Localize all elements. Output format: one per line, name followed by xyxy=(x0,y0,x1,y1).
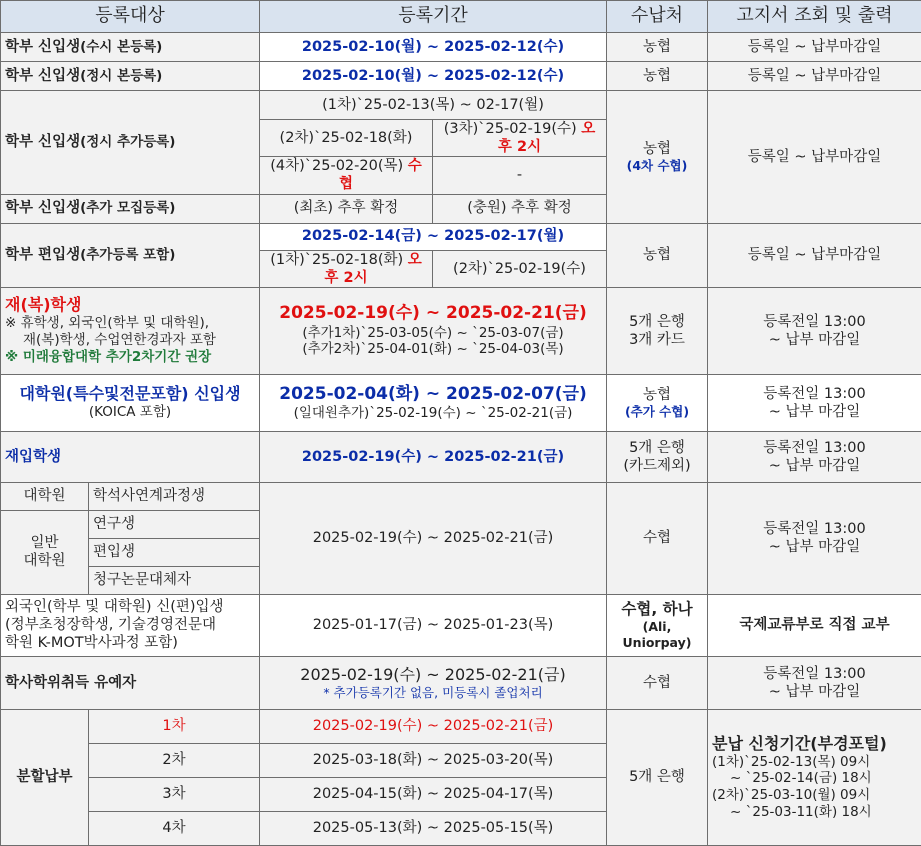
returning-note-1: ※ 휴학생, 외국인(학부 및 대학원), xyxy=(5,315,255,332)
installment-label: 2차 xyxy=(89,743,260,777)
header-row xyxy=(1,1,921,33)
general-grad-item: 청구논문대체자 xyxy=(89,566,260,594)
notice-cell xyxy=(708,431,921,482)
payee-line-2: (카드제외) xyxy=(611,457,703,475)
target-cell xyxy=(1,33,260,62)
payee-cell: 농협 xyxy=(607,33,708,62)
target-sub: (정시 본등록) xyxy=(80,68,162,84)
notice-line-2: ~ 납부 마감일 xyxy=(712,457,917,475)
target-main: 학부 신입생 xyxy=(5,68,80,84)
returning-note-2: 재(복)학생, 수업연한경과자 포함 xyxy=(5,332,255,349)
round-4-date: (4차)`25-02-20(목) xyxy=(270,158,403,174)
installment-notice-2: ~ `25-02-14(금) 18시 xyxy=(712,770,917,787)
round-4-period xyxy=(260,157,433,194)
period-cell: 2025-02-14(금) ~ 2025-02-17(월) xyxy=(260,223,607,250)
target-cell xyxy=(1,287,260,374)
payee-cell: 농협 xyxy=(607,223,708,287)
notice-cell xyxy=(708,287,921,374)
transfer-round-1-note: 오후 2시 xyxy=(324,252,421,286)
period-cell: 2025-02-10(월) ~ 2025-02-12(수) xyxy=(260,33,607,62)
period-cell: 2025-02-10(월) ~ 2025-02-12(수) xyxy=(260,62,607,91)
foreign-line-2: (정부초청장학생, 기술경영전문대 xyxy=(5,616,255,634)
period-cell: 2025-01-17(금) ~ 2025-01-23(목) xyxy=(260,594,607,656)
table-row xyxy=(1,287,921,374)
period-extra-1: (추가1차)`25-03-05(수) ~ `25-03-07(금) xyxy=(264,325,602,342)
installment-label: 4차 xyxy=(89,811,260,845)
payee-line-1: 5개 은행 xyxy=(611,439,703,457)
target-cell xyxy=(1,223,260,287)
notice-line-1: 등록전일 13:00 xyxy=(712,520,917,538)
target-main: 학부 신입생 xyxy=(5,39,80,55)
notice-cell xyxy=(708,709,921,845)
payee-cell xyxy=(607,374,708,431)
target-main: 학부 편입생 xyxy=(5,247,80,263)
payee-note: (4차 수협) xyxy=(611,158,703,174)
period-note: * 추가등록기간 없음, 미등록시 졸업처리 xyxy=(264,685,602,701)
notice-line-1: 등록전일 13:00 xyxy=(712,313,917,331)
grad-school-item: 학석사연계과정생 xyxy=(89,482,260,510)
payee-cell: 수협 xyxy=(607,656,708,709)
payee-cell: 5개 은행 xyxy=(607,709,708,845)
table-row xyxy=(1,91,921,120)
notice-cell xyxy=(708,482,921,594)
installment-notice-1: (1차)`25-02-13(목) 09시 xyxy=(712,754,917,771)
table-row xyxy=(1,656,921,709)
readmission-title: 재입학생 xyxy=(1,431,260,482)
installment-period: 2025-02-19(수) ~ 2025-02-21(금) xyxy=(260,709,607,743)
header-notice: 고지서 조회 및 출력 xyxy=(708,1,921,33)
target-cell xyxy=(1,62,260,91)
payee-cell: 수협 xyxy=(607,482,708,594)
table-row xyxy=(1,431,921,482)
payee-cell xyxy=(607,431,708,482)
payee-cell xyxy=(607,594,708,656)
notice-cell: 등록일 ~ 납부마감일 xyxy=(708,33,921,62)
table-row xyxy=(1,709,921,743)
payee-line-1: 5개 은행 xyxy=(611,313,703,331)
foreign-line-3: 학원 K-MOT박사과정 포함) xyxy=(5,634,255,652)
target-cell xyxy=(1,194,260,223)
round-4-right: - xyxy=(433,157,607,194)
round-2-period: (2차)`25-02-18(화) xyxy=(260,120,433,157)
round-4-note: 수협 xyxy=(339,158,422,192)
installment-notice-4: ~ `25-03-11(화) 18시 xyxy=(712,804,917,821)
target-sub: (추가 모집등록) xyxy=(80,200,175,216)
transfer-round-1-date: (1차)`25-02-18(화) xyxy=(270,252,403,268)
table-row xyxy=(1,482,921,510)
notice-line-1: 등록전일 13:00 xyxy=(712,439,917,457)
notice-line-1: 등록전일 13:00 xyxy=(712,665,917,683)
installment-period: 2025-04-15(화) ~ 2025-04-17(목) xyxy=(260,777,607,811)
header-payee: 수납처 xyxy=(607,1,708,33)
installment-notice-title: 분납 신청기간(부경포털) xyxy=(712,734,917,754)
target-sub: (정시 추가등록) xyxy=(80,134,175,150)
notice-line-2: ~ 납부 마감일 xyxy=(712,538,917,556)
header-target: 등록대상 xyxy=(1,1,260,33)
table-row xyxy=(1,594,921,656)
grad-title: 대학원(특수및전문포함) 신입생 xyxy=(5,384,255,404)
notice-cell: 등록일 ~ 납부마감일 xyxy=(708,91,921,224)
grad-school-label: 대학원 xyxy=(1,482,89,510)
period-extra: (일대원추가)`25-02-19(수) ~ `25-02-21(금) xyxy=(264,405,602,422)
initial-period: (최초) 추후 확정 xyxy=(260,194,433,223)
notice-cell xyxy=(708,374,921,431)
notice-line-2: ~ 납부 마감일 xyxy=(712,331,917,349)
installment-period: 2025-03-18(화) ~ 2025-03-20(목) xyxy=(260,743,607,777)
period-cell: 2025-02-19(수) ~ 2025-02-21(금) xyxy=(260,482,607,594)
returning-title: 재(복)학생 xyxy=(5,295,255,315)
payee-note: (추가 수협) xyxy=(611,404,703,420)
target-sub: (수시 본등록) xyxy=(80,39,162,55)
transfer-round-2: (2차)`25-02-19(수) xyxy=(433,250,607,287)
transfer-round-1 xyxy=(260,250,433,287)
payee-line-1: 수협, 하나 xyxy=(611,600,703,619)
installment-period: 2025-05-13(화) ~ 2025-05-15(목) xyxy=(260,811,607,845)
payee-cell xyxy=(607,91,708,224)
payee-cell xyxy=(607,287,708,374)
installment-notice-3: (2차)`25-03-10(월) 09시 xyxy=(712,787,917,804)
period-cell xyxy=(260,656,607,709)
period-main: 2025-02-19(수) ~ 2025-02-21(금) xyxy=(264,665,602,685)
round-3-date: (3차)`25-02-19(수) xyxy=(444,121,577,137)
payee-main: 농협 xyxy=(611,140,703,158)
general-grad-line-1: 일반 xyxy=(5,534,84,552)
general-grad-item: 연구생 xyxy=(89,510,260,538)
target-main: 학부 신입생 xyxy=(5,200,80,216)
target-main: 학부 신입생 xyxy=(5,134,80,150)
supplementary-period: (충원) 추후 확정 xyxy=(433,194,607,223)
installment-title: 분할납부 xyxy=(1,709,89,845)
installment-label: 3차 xyxy=(89,777,260,811)
general-grad-item: 편입생 xyxy=(89,538,260,566)
header-period: 등록기간 xyxy=(260,1,607,33)
target-cell xyxy=(1,594,260,656)
notice-cell: 등록일 ~ 납부마감일 xyxy=(708,223,921,287)
payee-main: 농협 xyxy=(611,386,703,404)
foreign-line-1: 외국인(학부 및 대학원) 신(편)입생 xyxy=(5,598,255,616)
target-sub: (추가등록 포함) xyxy=(80,247,175,263)
table-row xyxy=(1,223,921,250)
general-grad-label xyxy=(1,510,89,594)
period-main: 2025-02-04(화) ~ 2025-02-07(금) xyxy=(264,384,602,405)
notice-cell: 등록일 ~ 납부마감일 xyxy=(708,62,921,91)
notice-line-2: ~ 납부 마감일 xyxy=(712,403,917,421)
returning-note-3: ※ 미래융합대학 추가2차기간 권장 xyxy=(5,349,255,366)
target-cell xyxy=(1,374,260,431)
grad-sub: (KOICA 포함) xyxy=(5,404,255,421)
period-cell xyxy=(260,287,607,374)
general-grad-line-2: 대학원 xyxy=(5,552,84,570)
period-cell xyxy=(260,374,607,431)
round-3-period xyxy=(433,120,607,157)
payee-line-2: (Ali, Uniorpay) xyxy=(611,619,703,650)
table-row xyxy=(1,62,921,91)
period-main: 2025-02-19(수) ~ 2025-02-21(금) xyxy=(264,303,602,324)
deferral-title: 학사학위취득 유예자 xyxy=(1,656,260,709)
round-1-period: (1차)`25-02-13(목) ~ 02-17(월) xyxy=(260,91,607,120)
notice-line-1: 등록전일 13:00 xyxy=(712,385,917,403)
period-extra-2: (추가2차)`25-04-01(화) ~ `25-04-03(목) xyxy=(264,341,602,358)
payee-cell: 농협 xyxy=(607,62,708,91)
target-cell xyxy=(1,91,260,195)
round-3-note: 오후 2시 xyxy=(498,121,595,155)
notice-cell: 국제교류부로 직접 교부 xyxy=(708,594,921,656)
notice-cell xyxy=(708,656,921,709)
table-row xyxy=(1,33,921,62)
notice-line-2: ~ 납부 마감일 xyxy=(712,683,917,701)
payee-line-2: 3개 카드 xyxy=(611,331,703,349)
installment-label: 1차 xyxy=(89,709,260,743)
period-cell: 2025-02-19(수) ~ 2025-02-21(금) xyxy=(260,431,607,482)
table-row xyxy=(1,374,921,431)
